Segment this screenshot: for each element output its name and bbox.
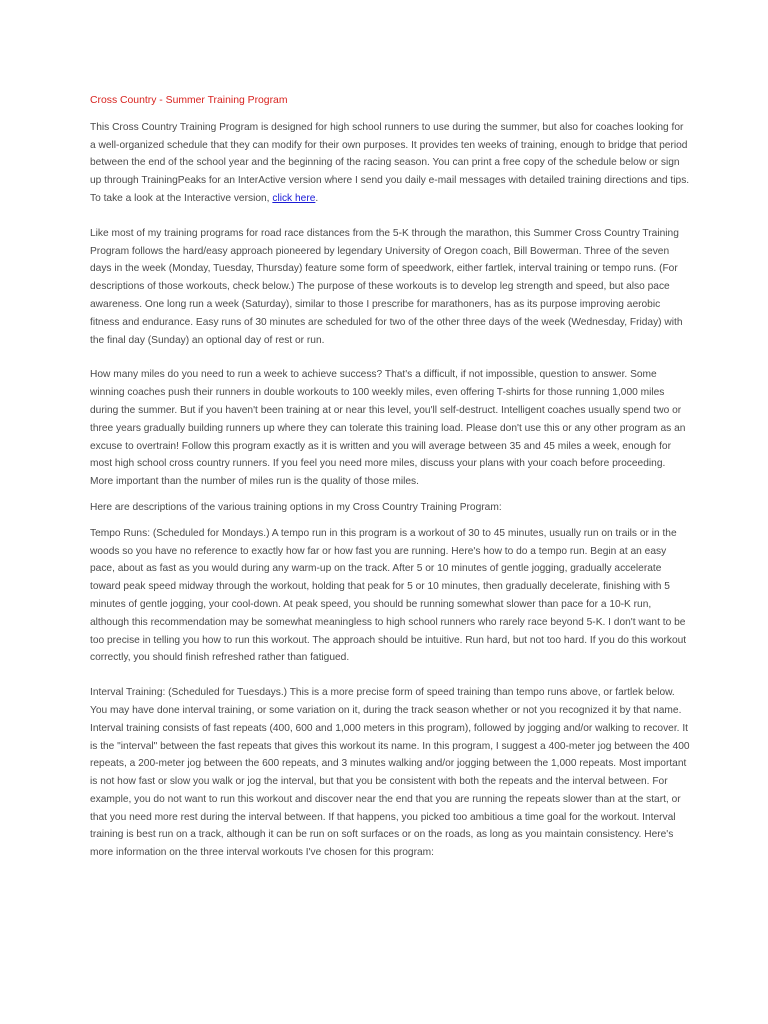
interactive-version-link[interactable]: click here: [272, 192, 316, 204]
mileage-paragraph: How many miles do you need to run a week to achieve success? That's a difficult, if not impossible, question to answer. Some winning coaches push their runners in double workouts to 100 weekly miles, even offering T-shirts for those running 1,000 miles during the summer. But if you haven't been training at or near this level, you'll self-destruct. Intelligent coaches usually spend two or three years gradually building runners up where they can tolerate this training load. Please don't use this or any other program as an excuse to overtrain! Follow this program exactly as it is written and you will average between 35 and 45 miles a week, enough for most high school cross country runners. If you feel you need more miles, discuss your plans with your coach before proceeding. More important than the number of miles run is the quality of those miles.: [90, 369, 686, 488]
interval-training-paragraph: Interval Training: (Scheduled for Tuesdays.) This is a more precise form of speed training than tempo runs above, or fartlek below. You may have done interval training, or some variation on it, during the track season whether or not you recognized it by that name. Interval training consists of fast repeats (400, 600 and 1,000 meters in this program), followed by jogging and/or walking to recover. It is the "interval" between the fast repeats that gives this workout its name. In this program, I suggest a 400-meter jog between the 400 repeats, a 200-meter jog between the 600 repeats, and 3 minutes walking and/or jogging between the 1,000 repeats. Most important is not how fast or slow you walk or jog the interval, but that you be consistent with both the repeats and the interval between. For example, you do not want to run this workout and discover near the end that you are running the repeats slower than at the start, or that you need more rest during the interval between. If that happens, you picked too ambitious a time goal for the workout. Interval training is best run on a track, although it can be run on soft surfaces or on the roads, as long as you maintain consistency. Here's more information on the three interval workouts I've chosen for this program:: [90, 687, 690, 859]
document-page: [90, 92, 690, 862]
intro-paragraph: [90, 119, 690, 208]
approach-paragraph: Like most of my training programs for road race distances from the 5-K through the marathon, this Summer Cross Country Training Program follows the hard/easy approach pioneered by legendary University of Oregon coach, Bill Bowerman. Three of the seven days in the week (Monday, Tuesday, Thursday) feature some form of speedwork, either fartlek, interval training or tempo runs. (For descriptions of those workouts, check below.) The purpose of these workouts is to develop leg strength and speed, but also pace awareness. One long run a week (Saturday), similar to those I prescribe for marathoners, has as its purpose improving aerobic fitness and endurance. Easy runs of 30 minutes are scheduled for two of the other three days of the week (Wednesday, Friday) with the final day (Sunday) an optional day of rest or run.: [90, 227, 683, 346]
document-title: Cross Country - Summer Training Program: [90, 95, 288, 106]
intro-end: .: [315, 192, 319, 204]
descriptions-intro-paragraph: Here are descriptions of the various training options in my Cross Country Training Program:: [90, 501, 502, 513]
intro-text: This Cross Country Training Program is designed for high school runners to use during the summer, but also for coaches looking for a well-organized schedule that they can modify for their own purposes. It provides ten weeks of training, enough to bridge that period between the end of the school year and the beginning of the racing season. You can print a free copy of the schedule below or sign up through TrainingPeaks for an InterActive version where I send you daily e-mail messages with detailed training directions and tips. To take a look at the Interactive version,: [90, 121, 690, 204]
tempo-runs-paragraph: Tempo Runs: (Scheduled for Mondays.) A tempo run in this program is a workout of 30 to 45 minutes, usually run on trails or in the woods so you have no reference to exactly how far or how fast you are running. Here's how to do a tempo run. Begin at an easy pace, about as fast as you would during any warm-up on the track. After 5 or 10 minutes of gentle jogging, gradually accelerate toward peak speed midway through the workout, holding that peak for 5 or 10 minutes, then gradually decelerate, finishing with 5 minutes of gentle jogging, your cool-down. At peak speed, you should be running somewhat slower than pace for a 10-K run, although this recommendation may be somewhat meaningless to high school runners who rarely race beyond 5-K. I don't want to be too precise in telling you how to run this workout. The approach should be intuitive. Run hard, but not too hard. If you do this workout correctly, you should finish refreshed rather than fatigued.: [90, 527, 687, 664]
